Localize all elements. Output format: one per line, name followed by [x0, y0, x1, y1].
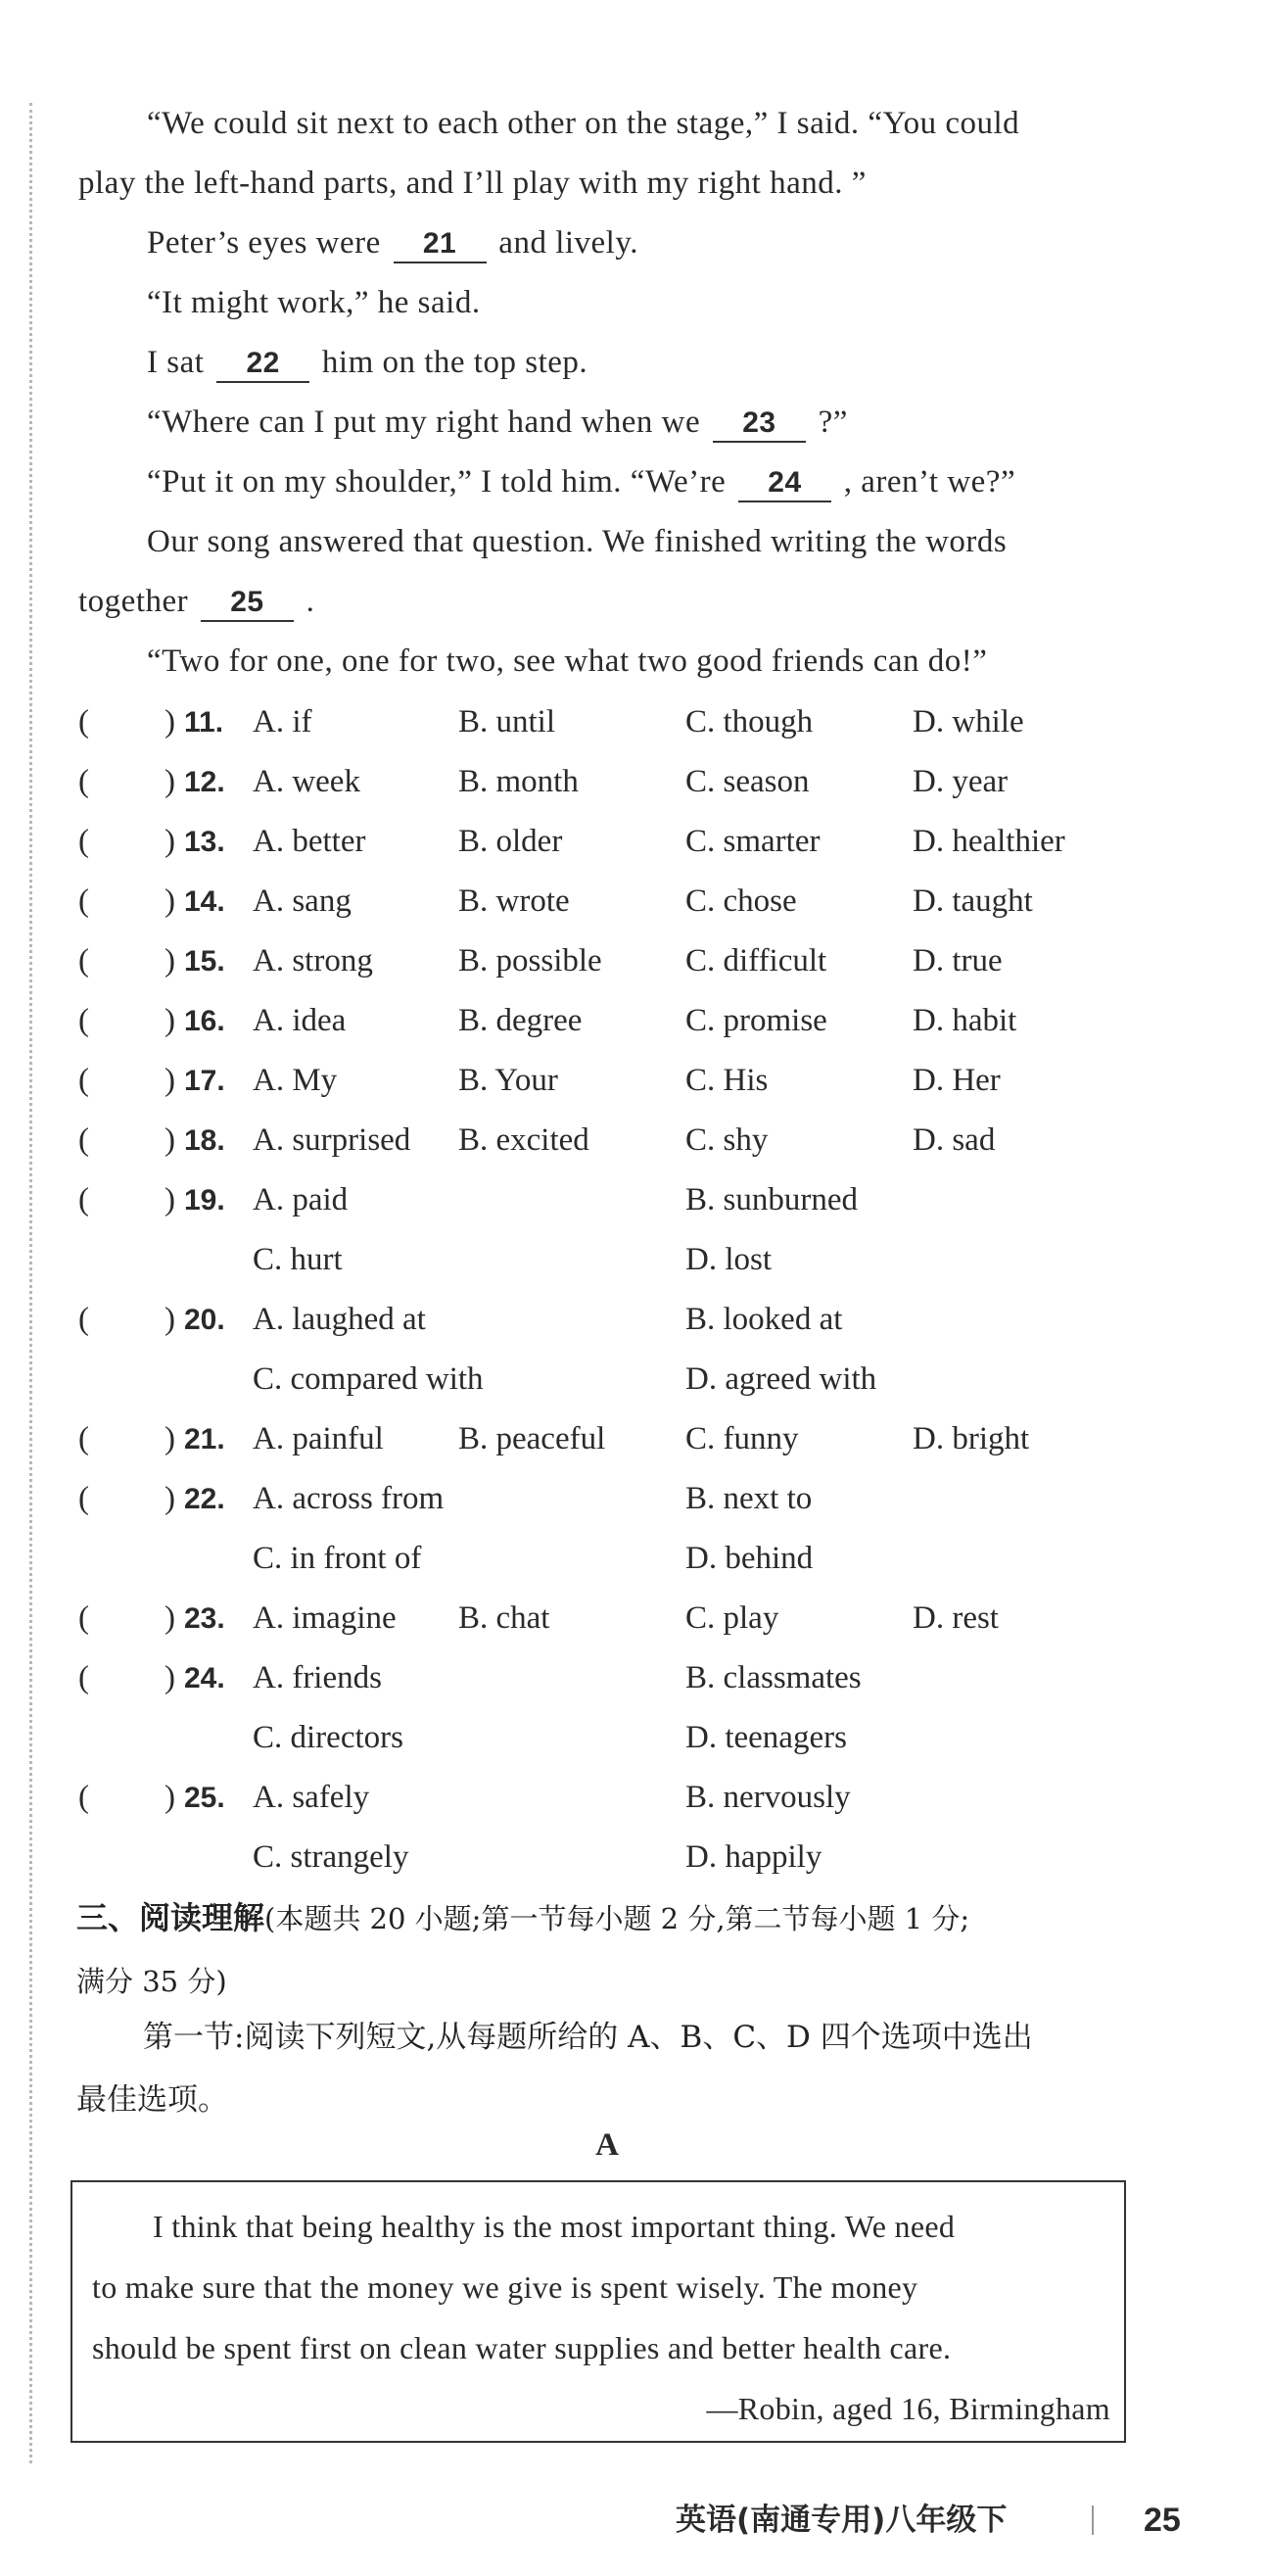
option-a[interactable]: A. strong — [253, 943, 373, 978]
option-c[interactable]: C. chose — [685, 883, 797, 919]
option-c[interactable]: C. hurt — [253, 1242, 343, 1277]
passage-text: . — [305, 584, 315, 619]
passage-text: together — [78, 584, 189, 619]
answer-paren: ) — [164, 1660, 175, 1695]
option-d[interactable]: D. habit — [913, 1003, 1017, 1038]
passage-text: “Put it on my shoulder,” I told him. “We’re — [147, 464, 727, 500]
question-row — [78, 752, 1155, 812]
question-row — [78, 1111, 1155, 1170]
passage-text: ?” — [818, 405, 848, 440]
passage-text: , aren’t we?” — [843, 464, 1016, 500]
question-row-continued — [78, 1708, 1155, 1768]
answer-paren[interactable]: ( — [78, 1780, 89, 1815]
question-row — [78, 991, 1155, 1051]
answer-paren[interactable]: ( — [78, 1182, 89, 1217]
answer-paren: ) — [164, 1780, 175, 1815]
question-row — [78, 692, 1155, 752]
question-row-continued — [78, 1529, 1155, 1589]
option-b[interactable]: B. possible — [458, 943, 602, 978]
question-row — [78, 1589, 1155, 1648]
question-row — [78, 1768, 1155, 1828]
passage-line: play the left-hand parts, and I’ll play with my right hand. ” — [78, 166, 867, 201]
blank-24[interactable]: 24 — [738, 465, 831, 502]
option-d[interactable]: D. while — [913, 704, 1024, 739]
passage-line — [78, 453, 1155, 512]
option-d[interactable]: D. teenagers — [685, 1720, 847, 1755]
question-row — [78, 931, 1155, 991]
question-row-continued — [78, 1230, 1155, 1290]
option-a[interactable]: A. better — [253, 824, 366, 859]
question-number: 13. — [184, 826, 225, 858]
option-a[interactable]: A. across from — [253, 1481, 445, 1516]
answer-paren[interactable]: ( — [78, 1122, 89, 1158]
question-number: 11. — [184, 706, 224, 739]
option-b[interactable]: B. month — [458, 764, 579, 799]
answer-paren[interactable]: ( — [78, 883, 89, 919]
page-number: 25 — [1144, 2502, 1181, 2539]
passage-text: him on the top step. — [321, 345, 588, 380]
option-a[interactable]: A. idea — [253, 1003, 347, 1038]
quote-signature: —Robin, aged 16, Birmingham — [706, 2391, 1110, 2426]
option-b[interactable]: B. chat — [458, 1600, 550, 1636]
option-b[interactable]: B. peaceful — [458, 1421, 606, 1456]
question-number: 24. — [184, 1662, 225, 1694]
answer-paren[interactable]: ( — [78, 1302, 89, 1337]
question-number: 22. — [184, 1483, 225, 1515]
option-b[interactable]: B. looked at — [685, 1302, 843, 1337]
question-number: 15. — [184, 945, 225, 978]
option-b[interactable]: B. Your — [458, 1063, 558, 1098]
question-row — [78, 872, 1155, 931]
answer-paren: ) — [164, 1003, 175, 1038]
option-c[interactable]: C. smarter — [685, 824, 821, 859]
blank-21[interactable]: 21 — [394, 226, 487, 263]
option-d[interactable]: D. happily — [685, 1839, 822, 1875]
option-d[interactable]: D. taught — [913, 883, 1033, 919]
option-c[interactable]: C. His — [685, 1063, 769, 1098]
option-a[interactable]: A. safely — [253, 1780, 370, 1815]
quote-line: should be spent first on clean water supplies and better health care. — [92, 2330, 952, 2365]
passage-line — [78, 393, 1155, 453]
question-number: 12. — [184, 766, 225, 798]
question-row — [78, 1051, 1155, 1111]
quote-text — [92, 2196, 1110, 2439]
section-heading — [76, 1886, 1153, 2013]
option-d[interactable]: D. year — [913, 764, 1009, 799]
passage-line: “It might work,” he said. — [147, 285, 481, 320]
option-a[interactable]: A. imagine — [253, 1600, 397, 1636]
question-row — [78, 1409, 1155, 1469]
option-d[interactable]: D. rest — [913, 1600, 999, 1636]
option-a[interactable]: A. painful — [253, 1421, 384, 1456]
question-row-continued — [78, 1828, 1155, 1887]
question-row — [78, 1648, 1155, 1708]
passage-line — [78, 572, 1155, 632]
option-a[interactable]: A. friends — [253, 1660, 382, 1695]
book-title: 英语(南通专用)八年级下 — [676, 2503, 1008, 2538]
option-a[interactable]: A. week — [253, 764, 360, 799]
option-b[interactable]: B. sunburned — [685, 1182, 858, 1217]
question-number: 19. — [184, 1184, 225, 1216]
passage-line: Our song answered that question. We finished writing the words — [147, 524, 1008, 559]
answer-paren[interactable]: ( — [78, 1421, 89, 1456]
option-c[interactable]: C. promise — [685, 1003, 827, 1038]
option-c[interactable]: C. shy — [685, 1122, 769, 1158]
option-b[interactable]: B. until — [458, 704, 556, 739]
answer-paren: ) — [164, 824, 175, 859]
quote-line: I think that being healthy is the most important thing. We need — [153, 2209, 956, 2244]
passage-line: “Two for one, one for two, see what two good friends can do!” — [147, 644, 988, 679]
section-instruction — [76, 2006, 1153, 2131]
option-d[interactable]: D. bright — [913, 1421, 1030, 1456]
passage-line — [78, 333, 1155, 393]
question-number: 20. — [184, 1304, 225, 1336]
blank-23[interactable]: 23 — [713, 405, 806, 443]
quote-box — [70, 2180, 1126, 2443]
question-number: 18. — [184, 1124, 225, 1157]
page-footer — [676, 2496, 1185, 2545]
answer-paren[interactable]: ( — [78, 1600, 89, 1636]
option-b[interactable]: B. degree — [458, 1003, 583, 1038]
answer-paren: ) — [164, 1481, 175, 1516]
option-b[interactable]: B. excited — [458, 1122, 589, 1158]
option-b[interactable]: B. classmates — [685, 1660, 862, 1695]
option-b[interactable]: B. older — [458, 824, 563, 859]
instruction-text: 最佳选项。 — [76, 2082, 228, 2118]
margin-dotted-line — [29, 103, 32, 2463]
answer-paren: ) — [164, 1122, 175, 1158]
question-number: 16. — [184, 1005, 225, 1037]
option-c[interactable]: C. funny — [685, 1421, 799, 1456]
option-d[interactable]: D. healthier — [913, 824, 1065, 859]
question-row-continued — [78, 1350, 1155, 1409]
answer-paren: ) — [164, 1182, 175, 1217]
option-d[interactable]: D. behind — [685, 1541, 814, 1576]
option-a[interactable]: A. My — [253, 1063, 338, 1098]
option-c[interactable]: C. directors — [253, 1720, 403, 1755]
answer-paren: ) — [164, 764, 175, 799]
answer-paren: ) — [164, 1600, 175, 1636]
answer-paren[interactable]: ( — [78, 1481, 89, 1516]
option-a[interactable]: A. sang — [253, 883, 352, 919]
question-row — [78, 1469, 1155, 1529]
option-c[interactable]: C. strangely — [253, 1839, 409, 1875]
passage-line — [78, 214, 1155, 273]
blank-25[interactable]: 25 — [201, 585, 294, 622]
option-a[interactable]: A. if — [253, 704, 312, 739]
answer-paren: ) — [164, 1421, 175, 1456]
passage-line: “We could sit next to each other on the stage,” I said. “You could — [147, 106, 1020, 141]
question-number: 17. — [184, 1065, 225, 1097]
answer-paren: ) — [164, 704, 175, 739]
answer-paren[interactable]: ( — [78, 1660, 89, 1695]
section-note: 满分 35 分) — [76, 1965, 227, 1998]
option-d[interactable]: D. agreed with — [685, 1361, 877, 1397]
quote-line: to make sure that the money we give is spent wisely. The money — [92, 2269, 918, 2305]
question-row — [78, 812, 1155, 872]
answer-paren: ) — [164, 1063, 175, 1098]
section-title: 三、阅读理解 — [76, 1899, 265, 1936]
option-c[interactable]: C. compared with — [253, 1361, 484, 1397]
option-c[interactable]: C. though — [685, 704, 814, 739]
answer-paren[interactable]: ( — [78, 764, 89, 799]
passage-text: I sat — [147, 345, 205, 380]
option-b[interactable]: B. wrote — [458, 883, 570, 919]
answer-paren: ) — [164, 1302, 175, 1337]
passage-letter: A — [595, 2127, 619, 2163]
section-note: (本题共 20 小题;第一节每小题 2 分,第二节每小题 1 分; — [264, 1902, 970, 1935]
answer-paren[interactable]: ( — [78, 704, 89, 739]
answer-paren: ) — [164, 943, 175, 978]
option-a[interactable]: A. laughed at — [253, 1302, 426, 1337]
question-number: 14. — [184, 885, 225, 918]
option-c[interactable]: C. play — [685, 1600, 779, 1636]
passage-text: and lively. — [498, 225, 638, 261]
footer-divider — [1092, 2505, 1094, 2535]
option-d[interactable]: D. lost — [685, 1242, 773, 1277]
option-a[interactable]: A. surprised — [253, 1122, 411, 1158]
answer-paren[interactable]: ( — [78, 1003, 89, 1038]
answer-paren[interactable]: ( — [78, 943, 89, 978]
instruction-text: 第一节:阅读下列短文,从每题所给的 A、B、C、D 四个选项中选出 — [143, 2020, 1033, 2055]
passage-text: “Where can I put my right hand when we — [147, 405, 701, 440]
answer-paren: ) — [164, 883, 175, 919]
question-number: 25. — [184, 1782, 225, 1814]
question-row — [78, 1290, 1155, 1350]
question-row — [78, 1170, 1155, 1230]
blank-22[interactable]: 22 — [216, 346, 309, 383]
option-a[interactable]: A. paid — [253, 1182, 349, 1217]
option-c[interactable]: C. in front of — [253, 1541, 422, 1576]
option-c[interactable]: C. difficult — [685, 943, 827, 978]
option-b[interactable]: B. nervously — [685, 1780, 851, 1815]
passage — [78, 94, 1155, 692]
option-c[interactable]: C. season — [685, 764, 810, 799]
question-number: 23. — [184, 1602, 225, 1635]
passage-text: Peter’s eyes were — [147, 225, 381, 261]
option-d[interactable]: D. sad — [913, 1122, 996, 1158]
option-d[interactable]: D. true — [913, 943, 1003, 978]
question-number: 21. — [184, 1423, 225, 1455]
option-b[interactable]: B. next to — [685, 1481, 813, 1516]
answer-paren[interactable]: ( — [78, 1063, 89, 1098]
option-d[interactable]: D. Her — [913, 1063, 1001, 1098]
answer-paren[interactable]: ( — [78, 824, 89, 859]
